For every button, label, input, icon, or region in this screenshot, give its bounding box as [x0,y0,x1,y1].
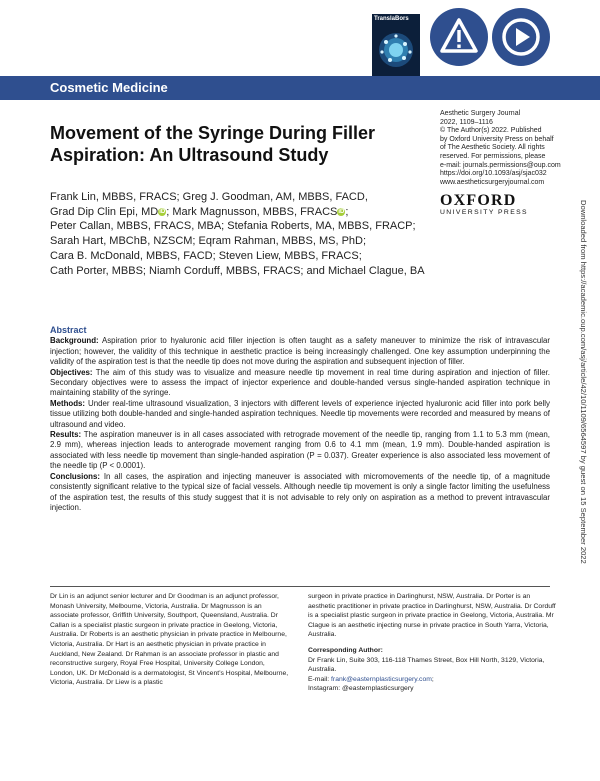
download-note [576,200,590,590]
cover-title: TranslaBors [374,16,409,22]
meta-line: reserved. For permissions, please [440,152,546,160]
corresponding-author-email: E-mail: frank@easternplasticsurgery.com; [308,675,434,683]
journal-cover-thumbnail[interactable] [372,14,420,76]
corresponding-author-address: Dr Frank Lin, Suite 303, 116-118 Thames Street, Box Hill North, 3129, Victoria, Australia. [308,656,545,674]
abstract-objectives: Objectives: The aim of this study was to visualize and measure needle tip movement in real time during aspiration and injection of filler. Secondary objectives were to assess the impact of injector experience and double-handed versus single-handed aspiration technique in maintaining stability of the syringe. [50,367,550,398]
meta-line: © The Author(s) 2022. Published [440,127,542,135]
orcid-icon[interactable]: iD [159,208,166,215]
warning-icon[interactable] [430,8,488,66]
corresponding-author-instagram: Instagram: @easternplasticsurgery [308,685,414,693]
footnote-divider [50,586,550,587]
author-line: Peter Callan, MBBS, FRACS, MBA; Stefania Roberts, MA, MBBS, FRACP; [50,220,416,233]
orcid-icon[interactable]: iD [338,208,345,215]
meta-line: Aesthetic Surgery Journal [440,110,521,117]
cover-artwork [372,24,420,76]
section-banner [0,76,600,100]
email-link[interactable]: frank@easternplasticsurgery.com [331,675,432,683]
corresponding-author-heading: Corresponding Author: [308,646,383,654]
meta-line: of The Aesthetic Society. All rights [440,144,545,152]
abstract-heading: Abstract [50,325,87,335]
article-title: Movement of the Syringe During Filler Aspiration: An Ultrasound Study [50,123,376,165]
abstract-results: Results: The aspiration maneuver is in all cases associated with retrograde movement of the needle tip, ranging from 1.1 to 5.3 mm (mean, 2.9 mm), whereas injection leads to anterograde movement ranging from 0.6 to 4.1 mm (mean, 1.9 mm). Double-handed aspiration is associated with less needle tip movement than single-handed aspiration (P = 0.037). Greater experience is also associated less movement of the needle tip (P < 0.0001). [50,430,550,471]
author-line: Sarah Hart, MBChB, NZSCM; Eqram Rahman, MBBS, MS, PhD; [50,235,367,248]
author-line: Cara B. McDonald, MBBS, FACD; Steven Liew, MBBS, FRACS; [50,249,362,262]
abstract-methods: Methods: Under real-time ultrasound visualization, 3 injectors with different levels of experience injected hyaluronic acid filler into pork belly tissue utilizing both double-handed and single-handed aspiration techniques. Needle tip movements were recorded and measured by means of ultrasound and video. [50,398,550,429]
author-line: Grad Dip Clin Epi, MDiD; Mark Magnusson, MBBS, FRACSiD; [50,205,349,218]
author-affiliations-right [308,592,558,694]
journal-metadata [440,110,565,187]
affiliations-continued: surgeon in private practice in Darlinghurst, NSW, Australia. Dr Porter is an aesthetic practitioner in private practice in Darlinghurst, NSW, Australia. Dr Corduff is a specialist plastic surgeon in private practice in Geelong, Victoria, Australia. Mr Clague is an aesthetic injecting nurse in private practice in South Yarra, Victoria, Australia. [308,593,556,639]
author-list [50,190,440,278]
meta-line: by Oxford University Press on behalf [440,135,554,143]
abstract [50,325,550,513]
publisher-line-1: OXFORD [440,192,517,209]
download-note-text: Downloaded from https://academic.oup.com/asj/article/42/10/1109/6564597 by guest on 15 September 2022 [579,200,588,564]
meta-line: 2022, 1109–1116 [440,118,493,126]
journal-website-link[interactable]: www.aestheticsurgeryjournal.com [440,178,545,186]
author-line: Frank Lin, MBBS, FRACS; Greg J. Goodman, AM, MBBS, FACD, [50,191,368,203]
section-label: Cosmetic Medicine [50,80,168,95]
abstract-conclusions: Conclusions: In all cases, the aspiration and injecting maneuver is associated with micromovements of the needle tip, of a magnitude consistently significant relative to the typical size of facial vessels. Although needle tip movement is only a single factor limiting the usefulness of the aspiration test, the results of this study suggest that it is not advisable to rely only on aspiration as a method to prevent intravascular injection. [50,471,550,512]
doi-link[interactable]: https://doi.org/10.1093/asj/sjac032 [440,170,547,178]
publisher-logo [440,192,565,217]
publisher-line-2: UNIVERSITY PRESS [440,209,528,216]
author-line: Cath Porter, MBBS; Niamh Corduff, MBBS, FRACS; and Michael Clague, BA [50,264,425,277]
abstract-background: Background: Aspiration prior to hyaluronic acid filler injection is often taught as a safety maneuver to minimize the risk of intravascular injection; however, the validity of this technique in aesthetic practice is being increasingly challenged. One key assumption underpinning the validity of the aspiration test is that the needle tip does not move during the aspiration and subsequent injection of filler. [50,336,550,367]
author-affiliations-left: Dr Lin is an adjunct senior lecturer and Dr Goodman is an adjunct professor, Monash University, Melbourne, Victoria, Australia. Dr Magnusson is an associate professor, Griffith University, Southport, Queensland, Australia. Dr Callan is a specialist plastic surgeon in private practice in Geelong, Victoria, Australia. Dr Roberts is an aesthetic physician in private practice in Melbourne, Victoria, Australia. Dr Hart is an aesthetic physician in private practice in Auckland, New Zealand. Dr Rahman is an associate professor in plastic and reconstructive surgery, Royal Free Hospital, University College London, London, UK. Dr McDonald is a dermatologist, St Vincent’s Hospital, Melbourne, Victoria, Australia. Dr Liew is a plastic [50,593,289,687]
meta-line: e-mail: journals.permissions@oup.com [440,161,561,169]
play-video-icon[interactable] [492,8,550,66]
